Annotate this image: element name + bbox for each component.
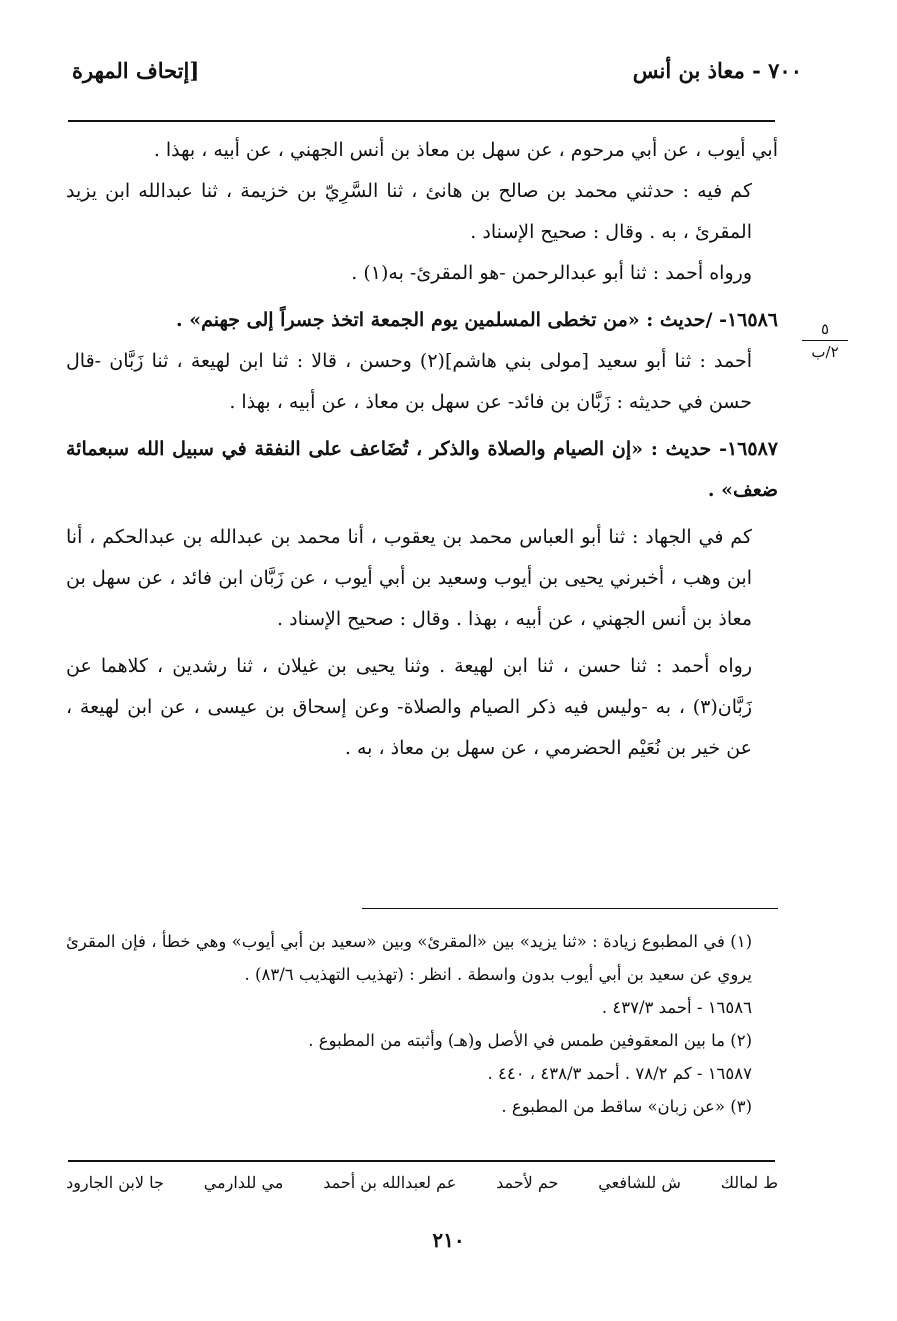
hadith-heading-16586: ١٦٥٨٦- /حديث : «من تخطى المسلمين يوم الجمعة اتخذ جسراً إلى جهنم» . — [176, 309, 778, 331]
paragraph-ahmad-isnad: أحمد : ثنا أبو سعيد [مولى بني هاشم](٢) وحسن ، قالا : ثنا ابن لهيعة ، ثنا زَبَّان -قال حسن في حديثه : زَبَّان بن فائد- عن سهل بن معاذ ، عن أبيه ، بهذا . — [66, 350, 753, 413]
abbrev-darimi: مي للدارمي — [203, 1173, 284, 1192]
footnote-1: (١) في المطبوع زيادة : «ثنا يزيد» بين «المقرئ» وبين «سعيد بن أبي أيوب» وهي خطأ ، فإن المقرئ يروي عن سعيد بن أبي أيوب بدون واسطة . انظر : (تهذيب التهذيب ٨٣/٦) . — [66, 932, 752, 984]
footnote-rule — [362, 908, 778, 909]
page-number: ٢١٠ — [432, 1228, 465, 1252]
margin-note-top: ٥ — [820, 320, 830, 338]
abbrev-abdallah: عم لعبدالله بن أحمد — [323, 1173, 457, 1192]
abbrev-malik: ط لمالك — [720, 1173, 778, 1192]
footnote-3: (٣) «عن زبان» ساقط من المطبوع . — [501, 1097, 752, 1116]
margin-folio-note — [802, 320, 848, 361]
paragraph-kam-jihad: كم في الجهاد : ثنا أبو العباس محمد بن يعقوب ، أنا محمد بن عبدالله بن عبدالحكم ، أنا ابن وهب ، أخبرني يحيى بن أيوب وسعيد بن أبي أيوب ، عن زَبَّان ابن فائد ، عن سهل بن معاذ بن أنس الجهني ، عن أبيه ، بهذا . وقال : صحيح الإسناد . — [66, 526, 752, 630]
paragraph-ahmad-hasan: رواه أحمد : ثنا حسن ، ثنا ابن لهيعة . وثنا يحيى بن غيلان ، ثنا رشدين ، كلاهما عن زَبَّان(٣) ، به -وليس فيه ذكر الصيام والصلاة- وعن إسحاق بن عيسى ، عن ابن لهيعة ، عن خير بن نُعَيْم الحضرمي ، عن سهل بن معاذ ، به . — [66, 655, 752, 759]
running-head-book-title: [إتحاف المهرة — [72, 58, 200, 83]
footnote-2: (٢) ما بين المعقوفين طمس في الأصل و(هـ) وأثبته من المطبوع . — [308, 1031, 752, 1050]
takhrij-16586: ١٦٥٨٦ - أحمد ٤٣٧/٣ . — [601, 998, 752, 1017]
main-text — [66, 130, 778, 769]
paragraph-kam-fihi: كم فيه : حدثني محمد بن صالح بن هانئ ، ثنا السَّرِيّ بن خزيمة ، ثنا عبدالله ابن يزيد المقرئ ، به . وقال : صحيح الإسناد . — [66, 180, 752, 243]
running-head-entry: ٧٠٠ - معاذ بن أنس — [632, 58, 802, 83]
hadith-heading-16587: ١٦٥٨٧- حديث : «إن الصيام والصلاة والذكر ، تُضَاعف على النفقة في سبيل الله سبعمائة ضعف» . — [66, 438, 778, 501]
abbrev-ahmad: حم لأحمد — [496, 1173, 559, 1192]
footnotes — [66, 925, 778, 1123]
takhrij-16587: ١٦٥٨٧ - كم ٧٨/٢ . أحمد ٤٣٨/٣ ، ٤٤٠ . — [487, 1064, 752, 1083]
abbrev-ibn-jarud: جا لابن الجارود — [66, 1173, 164, 1192]
margin-note-divider — [802, 340, 848, 341]
abbreviations-key — [66, 1168, 778, 1198]
abbreviations-rule — [68, 1160, 775, 1162]
paragraph-ahmad-riwaya: ورواه أحمد : ثنا أبو عبدالرحمن -هو المقرئ- به(١) . — [351, 262, 752, 284]
paragraph-continuation: أبي أيوب ، عن أبي مرحوم ، عن سهل بن معاذ بن أنس الجهني ، عن أبيه ، بهذا . — [153, 139, 778, 161]
header-rule — [68, 120, 775, 122]
abbrev-shafii: ش للشافعي — [598, 1173, 681, 1192]
margin-note-bottom: ٢/ب — [811, 343, 839, 361]
